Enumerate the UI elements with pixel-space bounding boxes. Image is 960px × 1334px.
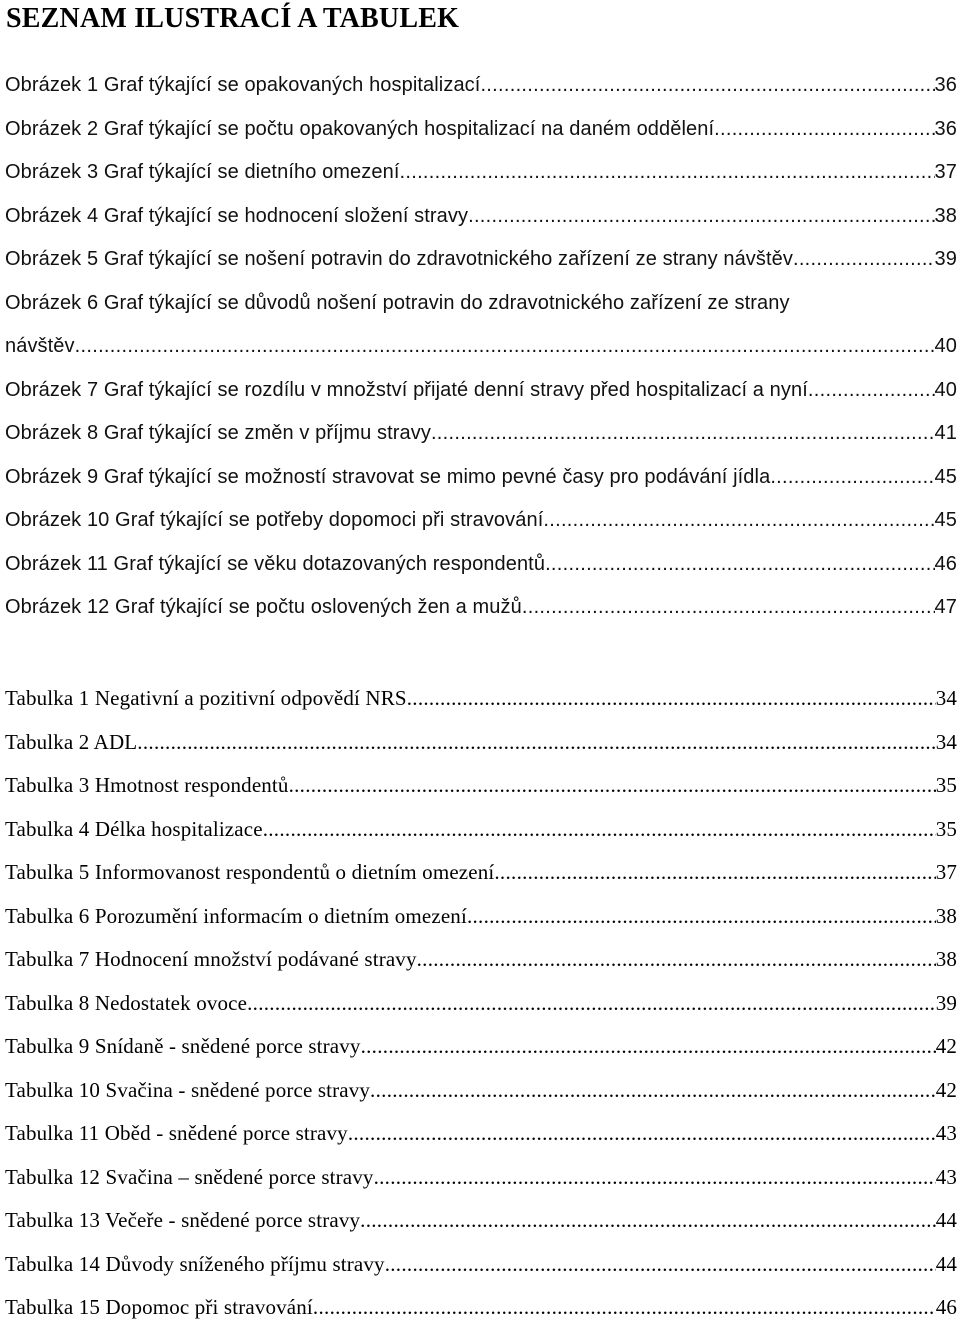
toc-entry-table-10[interactable] bbox=[5, 1073, 957, 1117]
toc-entry-table-11[interactable] bbox=[5, 1116, 957, 1160]
toc-entry-label: Tabulka 14 Důvody sníženého příjmu stravy bbox=[5, 1251, 385, 1276]
dot-leader bbox=[247, 986, 936, 1021]
toc-entry-table-9[interactable] bbox=[5, 1029, 957, 1073]
toc-page-number: 45 bbox=[934, 465, 957, 488]
toc-entry-figure-4[interactable] bbox=[5, 199, 957, 243]
toc-entry-table-14[interactable] bbox=[5, 1247, 957, 1291]
dot-leader bbox=[348, 1116, 936, 1151]
table-list bbox=[5, 681, 957, 1334]
toc-entry-label: Tabulka 13 Večeře - snědené porce stravy bbox=[5, 1208, 361, 1232]
dot-leader bbox=[313, 1290, 936, 1325]
toc-entry-figure-2[interactable] bbox=[5, 112, 957, 156]
toc-entry-label: Obrázek 7 Graf týkající se rozdílu v množství přijaté denní stravy před hospitalizací a nyní bbox=[5, 378, 808, 401]
toc-entry-label: Tabulka 3 Hmotnost respondentů bbox=[5, 773, 289, 797]
dot-leader bbox=[468, 199, 934, 234]
toc-entry-table-2[interactable] bbox=[5, 725, 957, 769]
toc-page-number: 36 bbox=[934, 117, 957, 140]
toc-page-number: 41 bbox=[934, 422, 957, 444]
toc-page-number: 37 bbox=[935, 860, 957, 884]
toc-page-number: 44 bbox=[935, 1208, 957, 1232]
dot-leader bbox=[374, 1160, 936, 1195]
toc-entry-figure-7[interactable] bbox=[5, 373, 957, 417]
dot-leader bbox=[431, 416, 935, 451]
toc-page-number: 38 bbox=[935, 947, 957, 971]
toc-entry-table-13[interactable] bbox=[5, 1203, 957, 1247]
page-title: SEZNAM ILUSTRACÍ A TABULEK bbox=[6, 3, 460, 34]
toc-page-number: 40 bbox=[934, 378, 957, 401]
toc-page-number: 38 bbox=[935, 903, 957, 928]
toc-entry-figure-3[interactable] bbox=[5, 155, 957, 199]
toc-page-number: 42 bbox=[935, 1034, 957, 1058]
dot-leader bbox=[370, 1073, 936, 1108]
toc-page-number: 45 bbox=[934, 509, 957, 531]
toc-entry-label: Obrázek 4 Graf týkající se hodnocení složení stravy bbox=[5, 204, 469, 227]
dot-leader bbox=[770, 460, 934, 495]
toc-entry-label: Tabulka 15 Dopomoc při stravování bbox=[5, 1295, 313, 1319]
toc-entry-figure-5[interactable] bbox=[5, 242, 957, 286]
toc-entry-label: Obrázek 2 Graf týkající se počtu opakovaných hospitalizací na daném oddělení bbox=[5, 117, 715, 140]
toc-entry-table-1[interactable] bbox=[5, 681, 957, 725]
toc-page-number: 39 bbox=[934, 248, 957, 270]
toc-page-number: 36 bbox=[934, 74, 957, 96]
toc-entry-label: Tabulka 5 Informovanost respondentů o dietním omezení bbox=[5, 860, 495, 884]
toc-entry-figure-8[interactable] bbox=[5, 416, 957, 460]
toc-entry-table-4[interactable] bbox=[5, 812, 957, 856]
toc-entry-label: Obrázek 10 Graf týkající se potřeby dopomoci při stravování bbox=[5, 509, 544, 531]
toc-page-number: 46 bbox=[934, 552, 957, 575]
toc-entry-figure-9[interactable] bbox=[5, 460, 957, 504]
toc-page-number: 43 bbox=[935, 1164, 957, 1189]
toc-page-number: 35 bbox=[935, 773, 957, 797]
toc-page-number: 37 bbox=[934, 161, 957, 183]
toc-entry-label: Obrázek 8 Graf týkající se změn v příjmu stravy bbox=[5, 422, 431, 444]
toc-entry-label: Obrázek 11 Graf týkající se věku dotazovaných respondentů bbox=[5, 552, 546, 575]
dot-leader bbox=[714, 112, 934, 147]
dot-leader bbox=[808, 373, 935, 408]
dot-leader bbox=[361, 1029, 936, 1064]
toc-page-number: 35 bbox=[935, 816, 957, 841]
toc-entry-label: Tabulka 6 Porozumění informacím o dietním omezení bbox=[5, 903, 467, 928]
figure-list bbox=[5, 68, 957, 634]
toc-entry-figure-10[interactable] bbox=[5, 503, 957, 547]
toc-entry-figure-6[interactable] bbox=[5, 286, 957, 373]
dot-leader bbox=[522, 590, 935, 625]
toc-entry-table-6[interactable] bbox=[5, 899, 957, 943]
dot-leader bbox=[417, 942, 936, 977]
toc-entry-label: Obrázek 6 Graf týkající se důvodů nošení potravin do zdravotnického zařízení ze strany bbox=[5, 291, 790, 314]
toc-page-number: 44 bbox=[935, 1251, 957, 1276]
toc-entry-table-3[interactable] bbox=[5, 768, 957, 812]
toc-entry-label: Tabulka 7 Hodnocení množství podávané stravy bbox=[5, 947, 417, 971]
dot-leader bbox=[545, 547, 934, 582]
dot-leader bbox=[543, 503, 934, 538]
dot-leader bbox=[793, 242, 935, 277]
toc-entry-table-12[interactable] bbox=[5, 1160, 957, 1204]
toc-entry-table-7[interactable] bbox=[5, 942, 957, 986]
toc-entry-table-8[interactable] bbox=[5, 986, 957, 1030]
dot-leader bbox=[75, 329, 935, 364]
toc-entry-label: Obrázek 1 Graf týkající se opakovaných hospitalizací bbox=[5, 74, 481, 96]
toc-page-number: 43 bbox=[935, 1121, 957, 1145]
toc-page-number: 38 bbox=[934, 204, 957, 227]
toc-entry-label: Tabulka 8 Nedostatek ovoce bbox=[5, 990, 248, 1015]
toc-entry-label: Tabulka 1 Negativní a pozitivní odpovědí NRS bbox=[5, 686, 407, 710]
dot-leader bbox=[407, 681, 936, 716]
toc-page-number: 46 bbox=[935, 1295, 957, 1319]
dot-leader bbox=[400, 155, 935, 190]
toc-entry-label: Tabulka 11 Oběd - snědené porce stravy bbox=[5, 1121, 348, 1145]
dot-leader bbox=[289, 768, 936, 803]
dot-leader bbox=[385, 1247, 936, 1282]
toc-entry-label: Obrázek 5 Graf týkající se nošení potravin do zdravotnického zařízení ze strany návštěv bbox=[5, 248, 793, 270]
toc-entry-figure-11[interactable] bbox=[5, 547, 957, 591]
toc-page-number: 34 bbox=[935, 729, 957, 754]
toc-page-number: 34 bbox=[935, 686, 957, 710]
toc-entry-label-continuation: návštěv bbox=[5, 335, 75, 357]
toc-entry-table-5[interactable] bbox=[5, 855, 957, 899]
dot-leader bbox=[467, 899, 936, 934]
toc-entry-label: Tabulka 4 Délka hospitalizace bbox=[5, 816, 263, 841]
toc-entry-table-15[interactable] bbox=[5, 1290, 957, 1334]
toc-entry-label: Tabulka 9 Snídaně - snědené porce stravy bbox=[5, 1034, 361, 1058]
dot-leader bbox=[263, 812, 936, 847]
toc-entry-figure-12[interactable] bbox=[5, 590, 957, 634]
dot-leader bbox=[494, 855, 935, 890]
dot-leader bbox=[480, 68, 934, 103]
toc-page-number: 47 bbox=[934, 596, 957, 618]
toc-entry-label: Tabulka 2 ADL bbox=[5, 729, 138, 754]
toc-entry-label: Obrázek 3 Graf týkající se dietního omezení bbox=[5, 161, 400, 183]
toc-page-number: 40 bbox=[934, 335, 957, 357]
toc-entry-label: Obrázek 9 Graf týkající se možností stravovat se mimo pevné časy pro podávání jídla bbox=[5, 465, 771, 488]
toc-entry-label: Tabulka 12 Svačina – snědené porce stravy bbox=[5, 1164, 374, 1189]
toc-entry-figure-1[interactable] bbox=[5, 68, 957, 112]
dot-leader bbox=[360, 1203, 936, 1238]
toc-page-number: 42 bbox=[935, 1077, 957, 1102]
toc-entry-label: Obrázek 12 Graf týkající se počtu oslovených žen a mužů bbox=[5, 596, 522, 618]
toc-page-number: 39 bbox=[935, 990, 957, 1015]
toc-entry-label: Tabulka 10 Svačina - snědené porce stravy bbox=[5, 1077, 371, 1102]
dot-leader bbox=[137, 725, 935, 760]
